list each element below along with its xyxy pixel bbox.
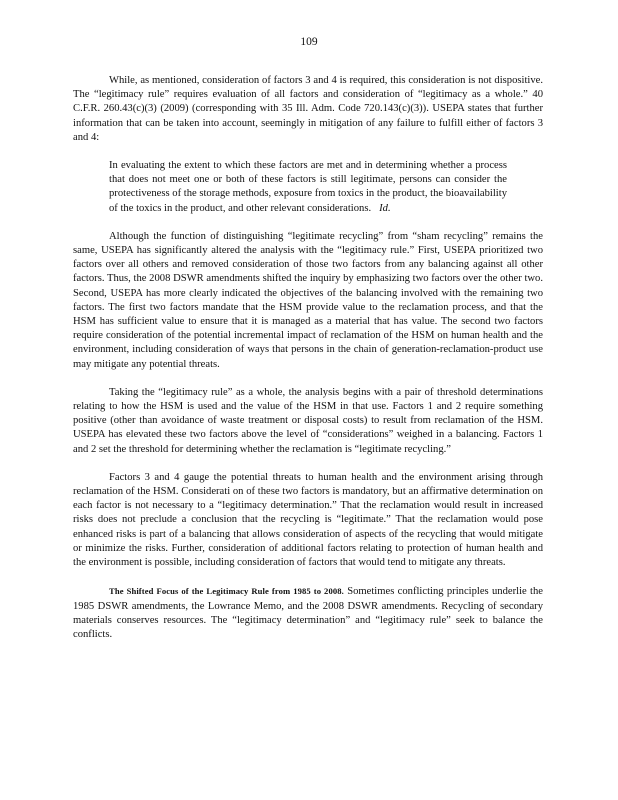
block-quotation — [73, 159, 543, 216]
page-number: 109 — [300, 36, 318, 48]
paragraph-shifted-focus — [73, 584, 543, 642]
paragraph-threshold-determinations: Taking the “legitimacy rule” as a whole, the analysis begins with a pair of threshold determinations relating to how the HSM is used and the value of the HSM in that use. Factors 1 and 2 require something positive (other than avoidance of waste treatment or disposal costs) to result from reclamation of the HSM. USEPA has elevated these two factors above the level of “considerations” weighed in a balancing. Factors 1 and 2 set the threshold for determining whether the reclamation is “legitimate recycling.” — [73, 386, 543, 455]
paragraph-altered-analysis: Although the function of distinguishing “legitimate recycling” from “sham recycling” remains the same, USEPA has significantly altered the analysis with the “legitimacy rule.” First, USEPA prioritized two factors over all others and removed consideration of those two factors from any balancing against all other factors. Thus, the 2008 DSWR amendments shifted the inquiry by emphasizing two factors over the other two. Second, USEPA has more clearly indicated the objectives of the balancing involved with the remaining two factors. The first two factors mandate that the HSM provide value to the reclamation process, and that the HSM has sufficient value to ensure that it is managed as a material that has value. The second two factors require consideration of the potential incremental impact of reclamation of the HSM on human health and the environment, including consideration of ways that persons in the chain of generation-reclamation-product use may mitigate any potential threats. — [73, 230, 543, 370]
section-text: Sometimes conflicting principles underlie the 1985 DSWR amendments, the Lowrance Memo, and the 2008 DSWR amendments. Recycling of secondary materials conserves resources. The “legitimacy determination” and “legitimacy rule” seek to balance the conflicts. — [73, 586, 543, 640]
quotation-text: In evaluating the extent to which these factors are met and in determining whether a process that does not meet one or both of these factors is still legitimate, persons can consider the protectiveness of the storage methods, exposure from toxics in the product, the bioavailability of the toxics in the product, and other relevant considerations. — [109, 160, 507, 214]
paragraph-factors-3-and-4: Factors 3 and 4 gauge the potential threats to human health and the environment arising through reclamation of the HSM. Considerati on of these two factors is mandatory, but an affirmative determination on each factor is not necessary to a “legitimacy determination.” That the reclamation would result in increased risks does not preclude a conclusion that the recycling is “legitimate.” That the reclamation would pose enhanced risks is part of a balancing that allows consideration of aspects of the recycling that would mitigate or minimize the risks. Further, consideration of additional factors relating to protection of human health and the environment is possible, including consideration of factors that would tend to mitigate any threats. — [73, 471, 543, 569]
citation-id: Id. — [379, 202, 391, 214]
document-body — [73, 74, 543, 656]
paragraph-factors-not-dispositive: While, as mentioned, consideration of factors 3 and 4 is required, this consideration is not dispositive. The “legitimacy rule” requires evaluation of all factors and consideration of “legitimacy as a whole.” 40 C.F.R. 260.43(c)(3) (2009) (corresponding with 35 Ill. Adm. Code 720.143(c)(3)). USEPA states that further information that can be taken into account, seemingly in mitigation of any failure to fulfill either of factors 3 and 4: — [73, 75, 543, 143]
section-heading: The Shifted Focus of the Legitimacy Rule from 1985 to 2008. — [109, 586, 344, 597]
